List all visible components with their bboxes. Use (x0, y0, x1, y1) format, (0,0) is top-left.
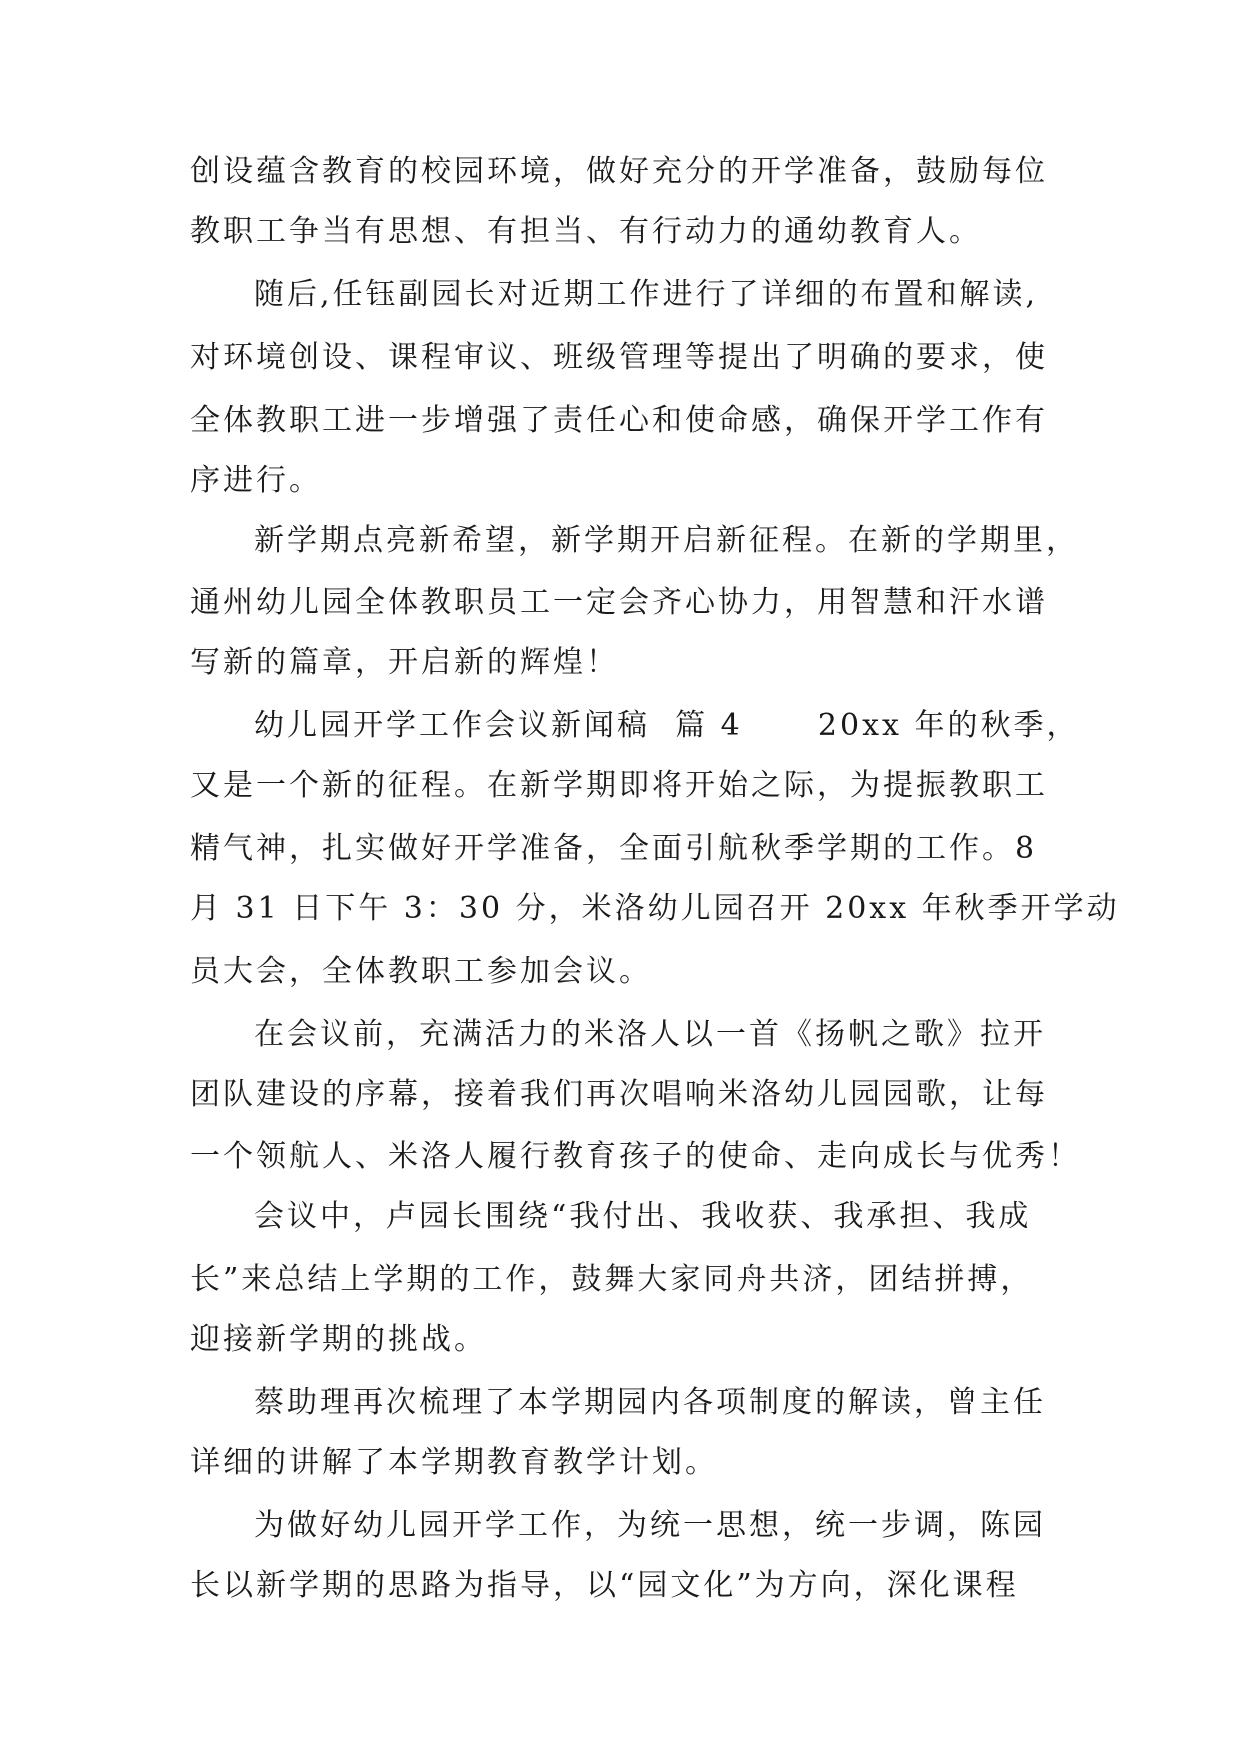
text-line: 又是一个新的征程。在新学期即将开始之际，为提振教职工 (190, 768, 1048, 803)
text-line: 教职工争当有思想、有担当、有行动力的通幼教育人。 (190, 214, 982, 249)
text-line: 月 31 日下午 3：30 分，米洛幼儿园召开 20xx 年秋季开学动 (190, 891, 1120, 926)
paragraph-start-line: 蔡助理再次梳理了本学期园内各项制度的解读，曾主任 (254, 1385, 1046, 1420)
paragraph-start-line: 会议中，卢园长围绕“我付出、我收获、我承担、我成 (254, 1199, 1032, 1234)
text-line: 通州幼儿园全体教职员工一定会齐心协力，用智慧和汗水谱 (190, 585, 1048, 620)
text-line: 一个领航人、米洛人履行教育孩子的使命、走向成长与优秀！ (190, 1139, 1081, 1174)
text-line: 对环境创设、课程审议、班级管理等提出了明确的要求，使 (190, 340, 1048, 375)
paragraph-start-line: 新学期点亮新希望，新学期开启新征程。在新的学期里， (254, 523, 1079, 558)
section-heading-line: 幼儿园开学工作会议新闻稿 篇 4 20xx 年的秋季， (254, 708, 1080, 743)
paragraph-start-line: 在会议前，充满活力的米洛人以一首《扬帆之歌》拉开 (254, 1017, 1046, 1052)
text-line: 序进行。 (190, 463, 322, 498)
text-line: 长”来总结上学期的工作，鼓舞大家同舟共济，团结拼搏， (190, 1262, 1034, 1297)
text-line: 团队建设的序幕，接着我们再次唱响米洛幼儿园园歌，让每 (190, 1077, 1048, 1112)
paragraph-start-line: 为做好幼儿园开学工作，为统一思想，统一步调，陈园 (254, 1508, 1046, 1543)
text-line: 精气神，扎实做好开学准备，全面引航秋季学期的工作。8 (190, 831, 1038, 866)
text-line: 全体教职工进一步增强了责任心和使命感，确保开学工作有 (190, 403, 1048, 438)
text-line: 写新的篇章，开启新的辉煌！ (190, 645, 619, 680)
text-line: 长以新学期的思路为指导，以“园文化”为方向，深化课程 (190, 1568, 1019, 1603)
text-line: 详细的讲解了本学期教育教学计划。 (190, 1445, 718, 1480)
text-line: 迎接新学期的挑战。 (190, 1322, 487, 1357)
paragraph-start-line: 随后,任钰副园长对近期工作进行了详细的布置和解读, (254, 277, 1039, 312)
text-line: 创设蕴含教育的校园环境，做好充分的开学准备，鼓励每位 (190, 154, 1048, 189)
text-line: 员大会，全体教职工参加会议。 (190, 954, 652, 989)
